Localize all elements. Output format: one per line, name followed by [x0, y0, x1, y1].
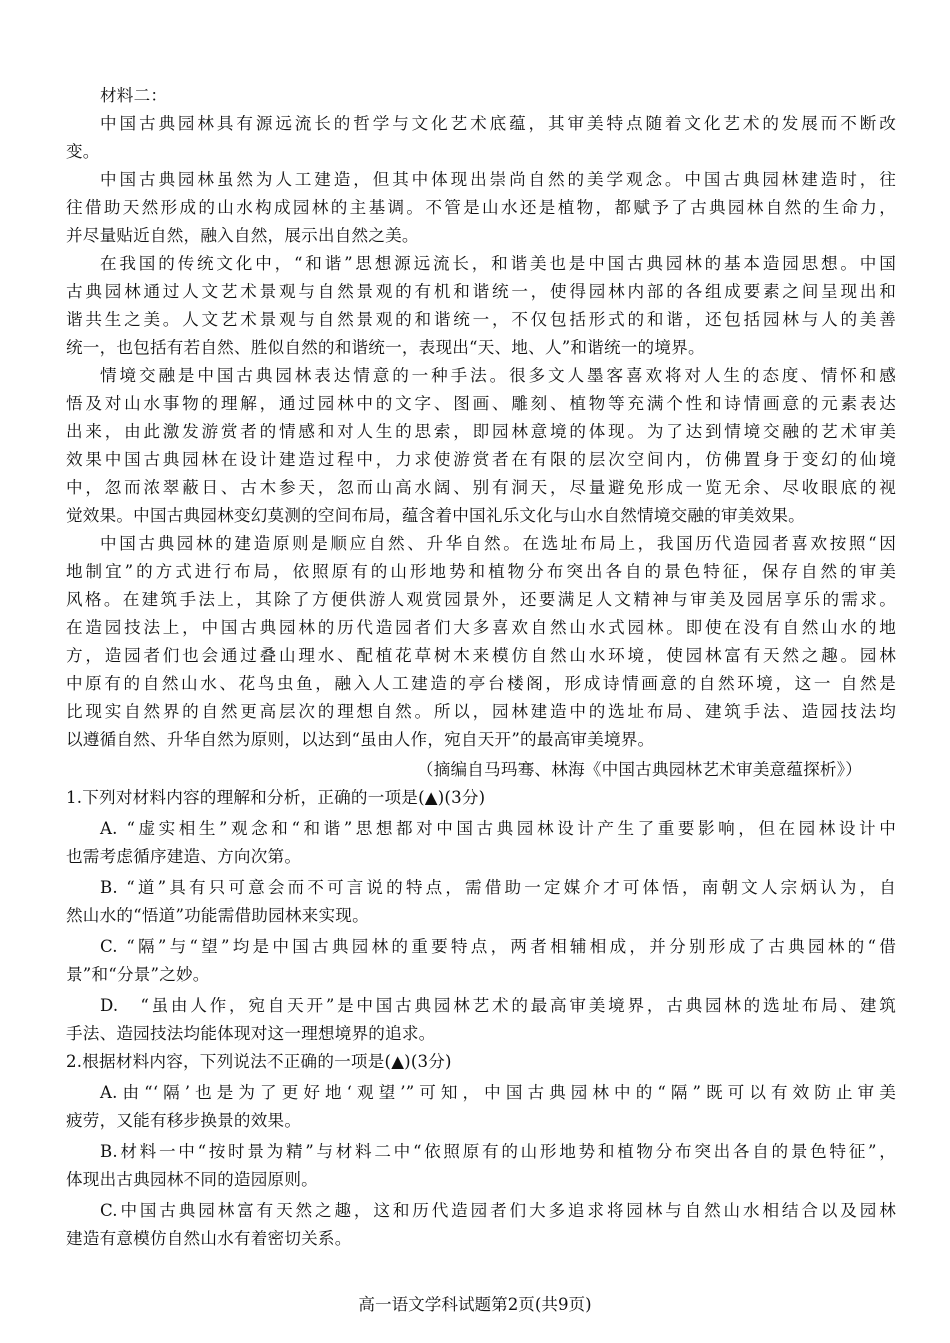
option-line: B. “道”具有只可意会而不可言说的特点，需借助一定媒介才可体悟，南朝文人宗炳认为，自 [100, 878, 896, 897]
option-d [66, 992, 896, 1048]
question-stem: 1.下列对材料内容的理解和分析，正确的一项是(▲)(3分) [66, 788, 486, 807]
option-a [66, 815, 896, 871]
text-line: 中，忽而浓翠蔽日、古木参天，忽而山高水阔、别有洞天，尽量避免形成一览无余、尽收眼底的视 [66, 478, 896, 497]
option-line: B.材料一中“按时景为精”与材料二中“依照原有的山形地势和植物分布突出各自的景色特征”， [100, 1142, 896, 1161]
text-line: 出来，由此激发游赏者的情感和对人生的思索，即园林意境的体现。为了达到情境交融的艺术审美 [66, 422, 896, 441]
text-line: 变。 [66, 142, 100, 161]
option-b [66, 874, 896, 930]
option-b [66, 1138, 896, 1194]
question-2 [66, 1048, 896, 1253]
option-line: 建造有意模仿自然山水有着密切关系。 [66, 1229, 352, 1248]
paragraph-3 [66, 250, 896, 362]
option-line: A.由“‘隔’也是为了更好地‘观望’”可知，中国古典园林中的“隔”既可以有效防止审美 [100, 1083, 896, 1102]
text-line: 以遵循自然、升华自然为原则，以达到“虽由人作，宛自天开”的最高审美境界。 [66, 730, 655, 749]
option-c [66, 933, 896, 989]
option-line: 疲劳，又能有移步换景的效果。 [66, 1111, 302, 1130]
option-c [66, 1197, 896, 1253]
text-line: 比现实自然界的自然更高层次的理想自然。所以，园林建造中的选址布局、建筑手法、造园技法均 [66, 702, 896, 721]
option-line: 手法、造园技法均能体现对这一理想境界的追求。 [66, 1024, 436, 1043]
text-line: 并尽量贴近自然，融入自然，展示出自然之美。 [66, 226, 419, 245]
question-stem: 2.根据材料内容，下列说法不正确的一项是(▲)(3分) [66, 1052, 452, 1071]
text-line: 情境交融是中国古典园林表达情意的一种手法。很多文人墨客喜欢将对人生的态度、情怀和感 [100, 366, 896, 385]
option-line: 体现出古典园林不同的造园原则。 [66, 1170, 318, 1189]
option-a [66, 1079, 896, 1135]
paragraph-5 [66, 530, 896, 754]
text-line: 中原有的自然山水、花鸟虫鱼，融入人工建造的亭台楼阁，形成诗情画意的自然环境，这一 自然是 [66, 674, 896, 693]
option-line: D. “虽由人作，宛自天开”是中国古典园林艺术的最高审美境界，古典园林的选址布局、建筑 [100, 996, 896, 1015]
option-line: 景”和“分景”之妙。 [66, 965, 210, 984]
option-line: A. “虚实相生”观念和“和谐”思想都对中国古典园林设计产生了重要影响，但在园林设计中 [100, 819, 896, 838]
text-line: 中国古典园林的建造原则是顺应自然、升华自然。在选址布局上，我国历代造园者喜欢按照“因 [100, 534, 896, 553]
question-1 [66, 784, 896, 1048]
text-line: 在造园技法上，中国古典园林的历代造园者们大多喜欢自然山水式园林。即使在没有自然山水的地 [66, 618, 896, 637]
text-line: 往借助天然形成的山水构成园林的主基调。不管是山水还是植物，都赋予了古典园林自然的生命力， [66, 198, 896, 217]
material-heading: 材料二： [100, 86, 168, 105]
option-line: 也需考虑循序建造、方向次第。 [66, 847, 302, 866]
text-line: 风格。在建筑手法上，其除了方便供游人观赏园景外，还要满足人文精神与审美及园居享乐的需求。 [66, 590, 896, 609]
text-line: 效果中国古典园林在设计建造过程中，力求使游赏者在有限的层次空间内，仿佛置身于变幻的仙境 [66, 450, 896, 469]
text-line: 中国古典园林具有源远流长的哲学与文化艺术底蕴，其审美特点随着文化艺术的发展而不断改 [100, 114, 896, 133]
option-line: 然山水的“悟道”功能需借助园林来实现。 [66, 906, 369, 925]
text-line: 在我国的传统文化中，“和谐”思想源远流长，和谐美也是中国古典园林的基本造园思想。中国 [100, 254, 896, 273]
text-line: 古典园林通过人文艺术景观与自然景观的有机和谐统一，使得园林内部的各组成要素之间呈现出和 [66, 282, 896, 301]
text-line: 谐共生之美。人文艺术景观与自然景观的和谐统一，不仅包括形式的和谐，还包括园林与人的美善 [66, 310, 896, 329]
option-line: C.中国古典园林富有天然之趣，这和历代造园者们大多追求将园林与自然山水相结合以及园林 [100, 1201, 896, 1220]
text-line: 中国古典园林虽然为人工建造，但其中体现出崇尚自然的美学观念。中国古典园林建造时，往 [100, 170, 896, 189]
text-line: 觉效果。中国古典园林变幻莫测的空间布局，蕴含着中国礼乐文化与山水自然情境交融的审美效果。 [66, 506, 805, 525]
text-line: 方，造园者们也会通过叠山理水、配植花草树木来模仿自然山水环境，使园林富有天然之趣。园林 [66, 646, 896, 665]
paragraph-2 [66, 166, 896, 250]
paragraph-1 [66, 110, 896, 166]
source-citation: （摘编自马玛骞、林海《中国古典园林艺术审美意蕴探析》） [416, 760, 862, 779]
text-line: 地制宜”的方式进行布局，依照原有的山形地势和植物分布突出各自的景色特征，保存自然的审美 [66, 562, 896, 581]
paragraph-4 [66, 362, 896, 530]
text-line: 悟及对山水事物的理解，通过园林中的文字、图画、雕刻、植物等充满个性和诗情画意的元素表达 [66, 394, 896, 413]
text-line: 统一，也包括有若自然、胜似自然的和谐统一，表现出“天、地、人”和谐统一的境界。 [66, 338, 705, 357]
page-footer: 高一语文学科试题第2页(共9页) [358, 1295, 592, 1314]
page-content [66, 82, 896, 1253]
option-line: C. “隔”与“望”均是中国古典园林的重要特点，两者相辅相成，并分别形成了古典园林的“借 [100, 937, 896, 956]
